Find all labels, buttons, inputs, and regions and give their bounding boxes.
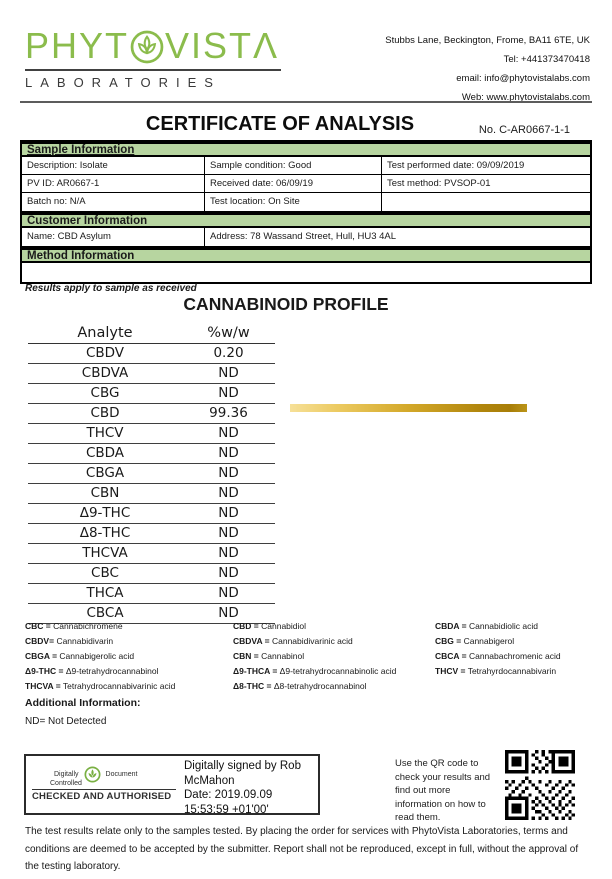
legend-entry: CBDV= Cannabidivarin	[25, 636, 114, 646]
cannabinoid-table-header	[28, 324, 275, 344]
legend-entry: THCVA = Tetrahydrocannabivarinic acid	[25, 681, 176, 691]
additional-information-heading: Additional Information:	[25, 697, 141, 709]
signature-signer-line: Digitally signed by Rob McMahon	[184, 760, 301, 787]
table-row: CBN ND	[28, 484, 275, 504]
qr-instruction-text: Use the QR code to check your results and find out more information on how to read them.	[395, 758, 491, 823]
customer-address-cell: Address: 78 Wassand Street, Hull, HU3 4AL	[210, 231, 397, 242]
signature-box	[24, 754, 320, 815]
disclaimer-text: The test results relate only to the samples tested. By placing the order for services with PhytoVista Laboratories, terms and conditions are deemed to be accepted by the submitter. Report shall not be reproduced, except in full, without the approval of the testing laboratory.	[25, 826, 579, 872]
customer-information-header: Customer Information	[20, 213, 592, 228]
test-location-cell: Test location: On Site	[205, 193, 382, 211]
nd-definition: ND= Not Detected	[25, 716, 107, 727]
legend-entry: CBDVA = Cannabidivarinic acid	[233, 636, 353, 646]
authorised-stamp	[26, 756, 176, 813]
table-row: THCV ND	[28, 424, 275, 444]
table-row: CBCA ND	[28, 604, 275, 624]
signature-date-line: Date: 2019.09.09 15:53:59 +01'00'	[184, 789, 273, 816]
brand-left: PHYT	[25, 25, 130, 66]
legend-entry: Δ8-THC = Δ8-tetrahydrocannabinol	[233, 681, 367, 691]
legend-entry: CBN = Cannabinol	[233, 651, 305, 661]
brand-subtitle: LABORATORIES	[25, 69, 281, 90]
cannabinoid-profile-title: CANNABINOID PROFILE	[183, 294, 389, 314]
abbreviation-legend	[25, 619, 593, 694]
legend-entry: CBCA = Cannabachromenic acid	[435, 651, 561, 661]
percent-column-header: %w/w	[207, 325, 250, 341]
stamp-leaf-icon	[84, 766, 101, 783]
information-tables	[20, 140, 592, 284]
brand-wordmark	[25, 26, 281, 66]
contact-tel: Tel: +441373470418	[503, 54, 590, 65]
analyte-column-header: Analyte	[77, 325, 133, 341]
table-row: CBGA ND	[28, 464, 275, 484]
legend-column-1	[25, 619, 233, 694]
contact-web-link[interactable]: Web: www.phytovistalabs.com	[461, 92, 590, 103]
legend-entry: Δ9-THCA = Δ9-tetrahydrocannabinolic acid	[233, 666, 397, 676]
results-note: Results apply to sample as received	[25, 283, 197, 294]
method-information-header: Method Information	[20, 248, 592, 263]
stamp-document-label: Document	[105, 771, 138, 778]
legend-entry: CBC = Cannabichromene	[25, 621, 123, 631]
table-row: CBC ND	[28, 564, 275, 584]
contact-block	[385, 31, 590, 107]
qr-code	[505, 750, 575, 820]
method-information-content	[20, 263, 592, 284]
table-row: Δ9-THC ND	[28, 504, 275, 524]
cannabinoid-table	[28, 324, 275, 624]
sample-description-cell: Description: Isolate	[22, 157, 205, 175]
legend-entry: Δ9-THC = Δ9-tetrahydrocannabinol	[25, 666, 159, 676]
sample-information-header: Sample Information	[20, 140, 592, 157]
table-row: THCVA ND	[28, 544, 275, 564]
customer-information-table	[20, 228, 592, 248]
header-divider	[20, 101, 592, 103]
leaf-logo-icon	[130, 30, 164, 64]
brand-right: VISTΛ	[165, 25, 280, 66]
company-logo	[25, 26, 281, 90]
legend-column-3	[435, 619, 593, 694]
table-row: CBDA ND	[28, 444, 275, 464]
stamp-digitally-label: Digitally	[54, 771, 79, 778]
table-row: CBD 99.36	[28, 404, 275, 424]
legend-entry: CBG = Cannabigerol	[435, 636, 515, 646]
table-row: CBDV 0.20	[28, 344, 275, 364]
table-row: CBG ND	[28, 384, 275, 404]
report-number: No. C-AR0667-1-1	[478, 124, 570, 136]
table-row: Δ8-THC ND	[28, 524, 275, 544]
gold-highlight-bar	[290, 404, 527, 412]
pv-id-cell: PV ID: AR0667-1	[22, 175, 205, 193]
table-row: CBDVA ND	[28, 364, 275, 384]
sample-condition-cell: Sample condition: Good	[205, 157, 382, 175]
test-method-cell: Test method: PVSOP-01	[382, 175, 590, 193]
legend-entry: CBDA = Cannabidiolic acid	[435, 621, 538, 631]
table-row: THCA ND	[28, 584, 275, 604]
contact-email-link[interactable]: email: info@phytovistalabs.com	[456, 73, 590, 84]
test-performed-date-cell: Test performed date: 09/09/2019	[382, 157, 590, 175]
legend-entry: THCV = Tetrahyrdocannabivarin	[435, 666, 557, 676]
sample-information-table	[20, 157, 592, 213]
empty-cell	[382, 193, 590, 211]
digital-signature-text	[176, 756, 318, 816]
legend-entry: CBD = Cannabidiol	[233, 621, 307, 631]
checked-authorised-label: CHECKED AND AUTHORISED	[32, 789, 176, 802]
contact-address: Stubbs Lane, Beckington, Frome, BA11 6TE, UK	[385, 35, 590, 46]
received-date-cell: Received date: 06/09/19	[205, 175, 382, 193]
legend-column-2	[233, 619, 435, 694]
customer-name-cell: Name: CBD Asylum	[22, 228, 205, 246]
batch-no-cell: Batch no: N/A	[22, 193, 205, 211]
legend-entry: CBGA = Cannabigerolic acid	[25, 651, 135, 661]
stamp-controlled-label: Controlled	[50, 780, 82, 787]
document-title: CERTIFICATE OF ANALYSIS	[145, 113, 415, 135]
